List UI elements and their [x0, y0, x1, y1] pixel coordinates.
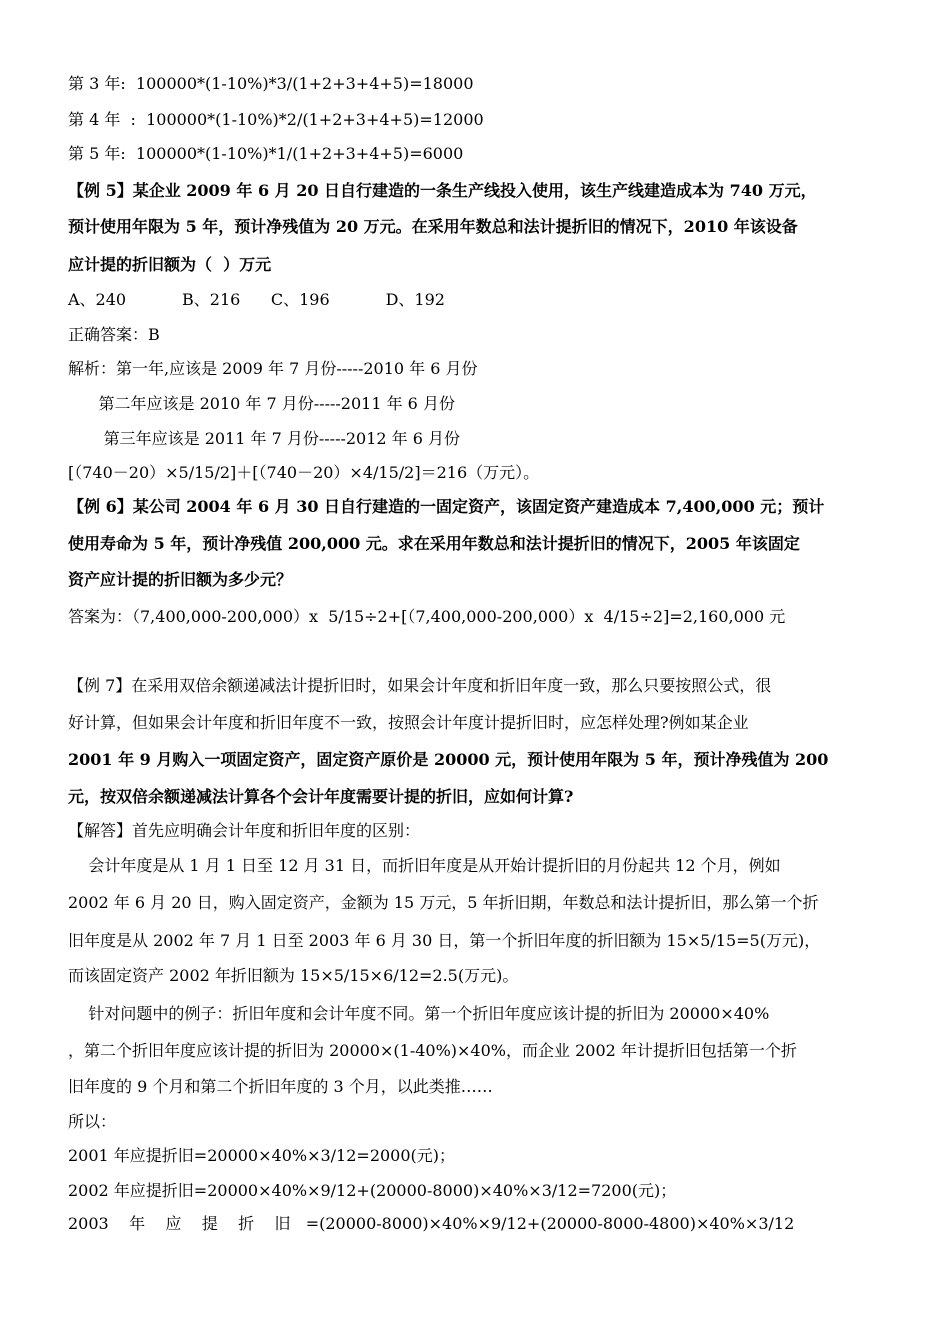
answer-para2-line1: 针对问题中的例子：折旧年度和会计年度不同。第一个折旧年度应该计提的折旧为 20000×40%: [68, 1004, 770, 1023]
answer-para1-line2: 2002 年 6 月 20 日，购入固定资产，金额为 15 万元，5 年折旧期，年数总和法计提折旧，那么第一个折: [68, 893, 819, 912]
example5-line3: 应计提的折旧额为（ ）万元: [68, 255, 272, 274]
year5-formula: 第 5 年: 100000*(1-10%)*1/(1+2+3+4+5)=6000: [68, 144, 464, 163]
example5-answer: 正确答案：B: [68, 325, 160, 344]
example5-analysis-2: 第二年应该是 2010 年 7 月份-----2011 年 6 月份: [68, 394, 455, 413]
answer-para1-line1: 会计年度是从 1 月 1 日至 12 月 31 日，而折旧年度是从开始计提折旧的月份起共 12 个月，例如: [68, 856, 781, 875]
calc-2002: 2002 年应提折旧=20000×40%×9/12+(20000-8000)×40%×3/12=7200(元)；: [68, 1181, 677, 1200]
year3-formula: 第 3 年: 100000*(1-10%)*3/(1+2+3+4+5)=18000: [68, 74, 474, 93]
example7-line3: 2001 年 9 月购入一项固定资产，固定资产原价是 20000 元，预计使用年限为 5 年，预计净残值为 200: [68, 750, 829, 769]
answer-para2-line3: 旧年度的 9 个月和第二个折旧年度的 3 个月，以此类推……: [68, 1077, 493, 1096]
example7-line1: 【例 7】在采用双倍余额递减法计提折旧时，如果会计年度和折旧年度一致，那么只要按照公式，很: [68, 676, 772, 695]
example6-line3: 资产应计提的折旧额为多少元？: [68, 570, 293, 589]
example5-analysis-1: 解析：第一年,应该是 2009 年 7 月份-----2010 年 6 月份: [68, 359, 478, 378]
example5-options: A、240 B、216 C、196 D、192: [68, 290, 445, 309]
example6-line2: 使用寿命为 5 年，预计净残值 200,000 元。求在采用年数总和法计提折旧的情况下，2005 年该固定: [68, 534, 800, 553]
example6-answer: 答案为：（7,400,000-200,000）x 5/15÷2+[（7,400,000-200,000）x 4/15÷2]=2,160,000 元: [68, 607, 786, 626]
answer-para1-line4: 而该固定资产 2002 年折旧额为 15×5/15×6/12=2.5(万元)。: [68, 966, 519, 985]
example5-calc: [（740－20）×5/15/2]＋[（740－20）×4/15/2]＝216（万元）。: [68, 463, 540, 482]
year4-formula: 第 4 年 : 100000*(1-10%)*2/(1+2+3+4+5)=12000: [68, 110, 484, 129]
example5-line2: 预计使用年限为 5 年，预计净残值为 20 万元。在采用年数总和法计提折旧的情况下，2010 年该设备: [68, 217, 798, 236]
answer-heading: 【解答】首先应明确会计年度和折旧年度的区别：: [68, 821, 421, 840]
answer-para1-line3: 旧年度是从 2002 年 7 月 1 日至 2003 年 6 月 30 日，第一个折旧年度的折旧额为 15×5/15=5(万元)，: [68, 931, 821, 950]
example5-line1: 【例 5】某企业 2009 年 6 月 20 日自行建造的一条生产线投入使用，该生产线建造成本为 740 万元，: [68, 181, 817, 200]
calc-2001: 2001 年应提折旧=20000×40%×3/12=2000(元)；: [68, 1146, 456, 1165]
example6-line1: 【例 6】某公司 2004 年 6 月 30 日自行建造的一固定资产，该固定资产建造成本 7,400,000 元；预计: [68, 497, 825, 516]
example7-line2: 好计算，但如果会计年度和折旧年度不一致，按照会计年度计提折旧时，应怎样处理?例如某企业: [68, 713, 749, 732]
calc-2003: 2003 年 应 提 折 旧 =(20000-8000)×40%×9/12+(20000-8000-4800)×40%×3/12: [68, 1214, 795, 1233]
so-label: 所以：: [68, 1112, 117, 1131]
example7-line4: 元，按双倍余额递减法计算各个会计年度需要计提的折旧，应如何计算?: [68, 787, 574, 806]
answer-para2-line2: ，第二个折旧年度应该计提的折旧为 20000×(1-40%)×40%，而企业 2002 年计提折旧包括第一个折: [68, 1041, 797, 1060]
example5-analysis-3: 第三年应该是 2011 年 7 月份-----2012 年 6 月份: [68, 429, 461, 448]
